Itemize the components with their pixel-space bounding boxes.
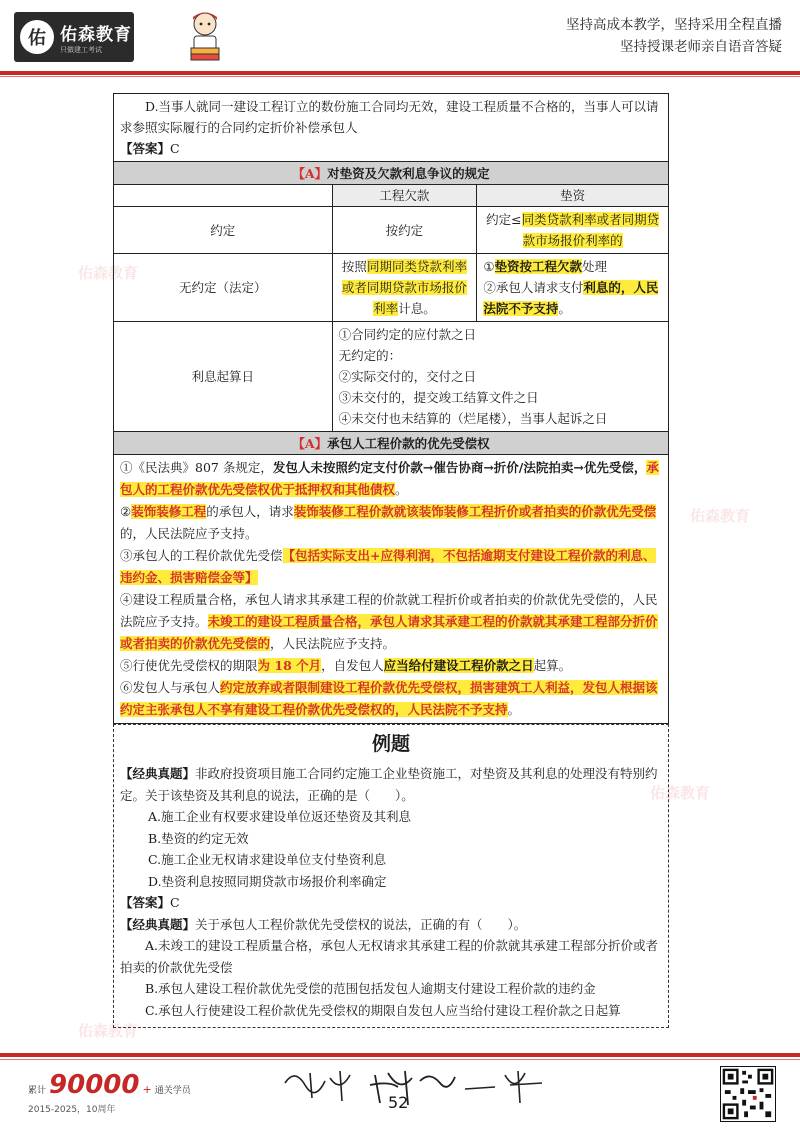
slogan-line-1: 坚持高成本教学，坚持采用全程直播 — [566, 17, 782, 33]
row-no-agreement-debt-hl: 同期同类贷款利率或者同期贷款市场报价利率 — [341, 259, 467, 316]
qr-code-icon — [720, 1066, 776, 1122]
answer-value: C — [170, 141, 180, 156]
stat-number: 90000 — [49, 1070, 140, 1100]
q2-option-c: C.承包人行使建设工程价款优先受偿权的期限自发包人应当给付建设工程价款之日起算 — [145, 1002, 621, 1018]
section2-title: 承包人工程价款的优先受偿权 — [327, 435, 490, 451]
q1-option-a: A.施工企业有权要求建设单位返还垫资及其利息 — [148, 809, 412, 824]
brand-name: 佑森教育 — [60, 24, 132, 45]
logo-seal-icon: 佑 — [20, 20, 54, 54]
row-no-agreement-label: 无约定（法定） — [114, 254, 333, 322]
answer-label: 【答案】 — [120, 141, 171, 156]
stat-plus: + — [142, 1083, 152, 1096]
q2-option-b: B.承包人建设工程价款优先受偿的范围包括发包人逾期支付建设工程价款的违约金 — [145, 981, 596, 996]
section1-col-header — [114, 185, 669, 207]
advance-rule-2-pre: ②承包人请求支付 — [483, 280, 584, 295]
section2-header — [114, 432, 669, 455]
interest-start-line: ④未交付也未结算的（烂尾楼），当事人起诉之日 — [338, 411, 608, 426]
page-header — [0, 0, 800, 75]
q1-option-b: B.垫资的约定无效 — [148, 830, 249, 846]
interest-start-line: ③未交付的，提交竣工结算文件之日 — [338, 390, 539, 405]
header-divider — [0, 71, 800, 75]
section2-tag: 【A】 — [292, 435, 328, 451]
brand-subtitle: 只做建工考试 — [60, 45, 102, 54]
handwritten-signature — [280, 1063, 550, 1115]
question-2: 【经典真题】关于承包人工程价款优先受偿权的说法，正确的有（ ）。 — [120, 916, 527, 932]
priority-para-4: ④建设工程质量合格，承包人请求其承建工程的价款就工程折价或者拍卖的价款优先受偿的，人民法院应予支持。未竣工的建设工程质量合格，承包人请求其承建工程的价款就其承建工程部分折价或者拍卖的价款优先受偿的，人民法院应予支持。 — [120, 592, 658, 651]
row-interest-start — [114, 322, 669, 432]
col-header-debt: 工程欠款 — [332, 185, 477, 207]
priority-para-6: ⑥发包人与承包人约定放弃或者限制建设工程价款优先受偿权，损害建筑工人利益，发包人根据该约定主张承包人不享有建设工程价款优先受偿权的，人民法院不予支持。 — [120, 680, 658, 717]
footer-divider — [0, 1053, 800, 1057]
main-content — [113, 93, 669, 1028]
mascot-icon — [180, 8, 230, 64]
section1-header — [114, 162, 669, 185]
stat-suffix: 通关学员 — [154, 1086, 191, 1096]
q1-option-d: D.垫资利息按照同期贷款市场报价利率确定 — [148, 873, 387, 889]
watermark: 佑森教育 — [78, 1022, 139, 1040]
watermark: 佑森教育 — [650, 784, 711, 802]
q1-option-c: C.施工企业无权请求建设单位支付垫资利息 — [148, 852, 387, 867]
priority-para-3: ③承包人的工程价款优先受偿【包括实际支出+应得利润，不包括逾期支付建设工程价款的利息、违约金、损害赔偿金等】 — [120, 548, 656, 585]
row-no-agreement-debt-pre: 按照 — [341, 259, 367, 274]
header-slogan — [566, 14, 782, 58]
answer-1: 【答案】C — [120, 895, 180, 910]
notes-table — [113, 93, 669, 724]
col-header-advance: 垫资 — [477, 185, 669, 207]
section1-title: 对垫资及欠款利息争议的规定 — [327, 165, 490, 181]
advance-rule-1-num: ① — [483, 259, 495, 274]
interest-start-line: ②实际交付的，交付之日 — [338, 369, 477, 384]
priority-para-5: ⑤行使优先受偿权的期限为 18 个月，自发包人应当给付建设工程价款之日起算。 — [120, 658, 572, 673]
section1-tag: 【A】 — [292, 165, 328, 181]
interest-start-line: ①合同约定的应付款之日 — [338, 327, 477, 342]
row-agreed-debt: 按约定 — [332, 207, 477, 254]
option-d-row — [114, 94, 669, 162]
row-no-agreement — [114, 254, 669, 322]
priority-para-1: ①《民法典》807 条规定，发包人未按照约定支付价款→催告协商→折价/法院拍卖→优先受偿，承包人的工程价款优先受偿权优于抵押权和其他债权。 — [120, 460, 659, 497]
question-1: 【经典真题】非政府投资项目施工合同约定施工企业垫资施工，对垫资及其利息的处理没有特别约定。关于该垫资及其利息的说法，正确的是（ ）。 — [120, 766, 658, 803]
q2-option-a: A.未竣工的建设工程质量合格，承包人无权请求其承建工程的价款就其承建工程部分折价或者拍卖的价款优先受偿 — [120, 938, 659, 975]
stat-prefix: 累计 — [28, 1086, 47, 1096]
example-title: 例题 — [371, 733, 410, 755]
watermark: 佑森教育 — [690, 507, 751, 525]
slogan-line-2: 坚持授课老师亲自语音答疑 — [620, 39, 782, 55]
interest-start-line: 无约定的： — [338, 348, 402, 363]
brand-logo — [14, 12, 134, 62]
footer-divider-thin — [0, 1059, 800, 1060]
row-agreed-advance-pre: 约定≤ — [486, 212, 522, 227]
priority-para-2: ②装饰装修工程的承包人，请求装饰装修工程价款就该装饰装修工程折价或者拍卖的价款优先受偿的，人民法院应予支持。 — [120, 504, 657, 541]
row-agreed — [114, 207, 669, 254]
section2-body — [114, 455, 669, 724]
row-agreed-advance-hl: 同类贷款利率或者同期贷款市场报价利率的 — [521, 212, 660, 248]
header-divider-thin — [0, 76, 800, 77]
example-box — [113, 724, 669, 1028]
advance-rule-1-post: 处理 — [582, 259, 608, 274]
advance-rule-2-post: 。 — [558, 301, 571, 316]
row-interest-start-label: 利息起算日 — [114, 322, 333, 432]
advance-rule-1-hl: 垫资按工程欠款 — [494, 259, 583, 274]
stat-years: 2015-2025，10周年 — [28, 1105, 116, 1115]
watermark: 佑森教育 — [78, 264, 139, 282]
row-no-agreement-debt-post: 计息。 — [398, 301, 436, 316]
page-number: 52 — [388, 1093, 409, 1112]
option-d-text: D.当事人就同一建设工程订立的数份施工合同均无效，建设工程质量不合格的，当事人可以请求参照实际履行的合同约定折价补偿承包人 — [120, 99, 659, 135]
student-stat — [28, 1070, 191, 1115]
row-agreed-label: 约定 — [114, 207, 333, 254]
advance-rule-2-hl: 利息的，人民法院不予支持 — [483, 280, 659, 316]
